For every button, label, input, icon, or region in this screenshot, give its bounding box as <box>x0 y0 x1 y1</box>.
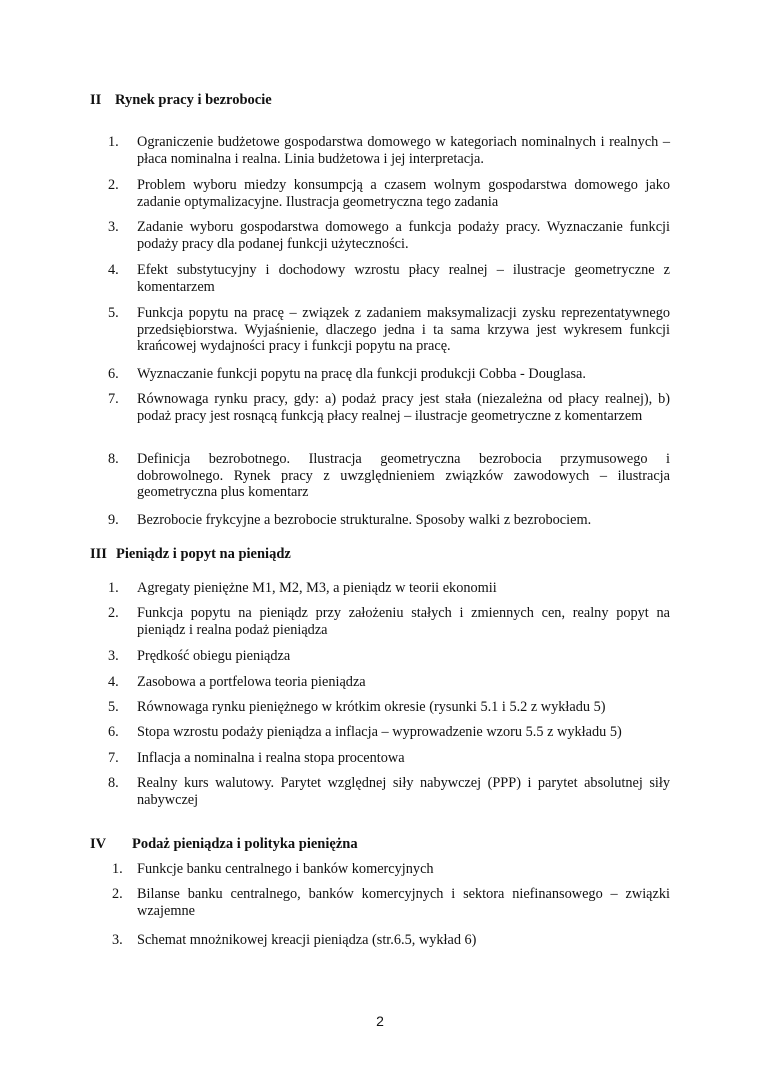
item-text: Prędkość obiegu pieniądza <box>137 648 291 664</box>
item-text: Efekt substytucyjny i dochodowy wzrostu płacy realnej – ilustracje geometryczne z komentarzem <box>137 262 670 295</box>
section-title: Pieniądz i popyt na pieniądz <box>116 546 291 562</box>
page-number: 2 <box>376 1013 384 1029</box>
item-text: Funkcja popytu na pracę – związek z zadaniem maksymalizacji zysku reprezentatywnego przedsiębiorstwa. Wyjaśnienie, dlaczego jedna i ta sama krzywa jest wykresem funkcji krańcowej wydajności pracy i funkcji popytu na pracę. <box>137 305 670 354</box>
list-item <box>108 724 670 741</box>
item-number: 7. <box>108 391 119 407</box>
section-title: Rynek pracy i bezrobocie <box>115 92 272 108</box>
item-text: Wyznaczanie funkcji popytu na pracę dla funkcji produkcji Cobba - Douglasa. <box>137 366 586 382</box>
section-heading-iv <box>90 836 358 853</box>
section-heading-iii <box>90 546 291 563</box>
item-number: 7. <box>108 750 119 766</box>
item-text: Agregaty pieniężne M1, M2, M3, a pieniądz w teorii ekonomii <box>137 580 497 596</box>
section-number: II <box>90 92 102 108</box>
list-item <box>108 366 670 383</box>
list-item <box>108 580 670 597</box>
item-text: Ograniczenie budżetowe gospodarstwa domowego w kategoriach nominalnych i realnych –płaca nominalna i realna. Linia budżetowa i jej interpretacja. <box>137 134 670 167</box>
item-number: 6. <box>108 724 119 740</box>
item-number: 4. <box>108 674 119 690</box>
item-number: 8. <box>108 775 119 791</box>
item-number: 4. <box>108 262 119 278</box>
item-text: Funkcja popytu na pieniądz przy założeniu stałych i zmiennych cen, realny popyt na pieniądz i realna podaż pieniądza <box>137 605 670 638</box>
item-number: 5. <box>108 305 119 321</box>
item-text: Realny kurs walutowy. Parytet względnej siły nabywczej (PPP) i parytet absolutnej siły nabywczej <box>137 775 670 808</box>
list-item <box>108 674 670 691</box>
list-item <box>108 451 670 501</box>
item-number: 3. <box>108 219 119 235</box>
list-item <box>108 775 670 808</box>
list-item <box>108 699 670 716</box>
item-text: Równowaga rynku pieniężnego w krótkim okresie (rysunki 5.1 i 5.2 z wykładu 5) <box>137 699 606 715</box>
item-number: 1. <box>108 580 119 596</box>
item-text: Inflacja a nominalna i realna stopa procentowa <box>137 750 405 766</box>
list-item <box>108 305 670 355</box>
section-number: IV <box>90 836 107 852</box>
item-number: 8. <box>108 451 119 467</box>
item-number: 1. <box>112 861 123 877</box>
item-number: 9. <box>108 512 119 528</box>
item-number: 2. <box>108 605 119 621</box>
list-item <box>108 648 670 665</box>
section-heading-ii <box>90 92 272 109</box>
item-text: Funkcje banku centralnego i banków komercyjnych <box>137 861 434 877</box>
item-number: 3. <box>112 932 123 948</box>
section-number: III <box>90 546 107 562</box>
list-item <box>108 219 670 252</box>
item-number: 2. <box>112 886 123 902</box>
item-number: 2. <box>108 177 119 193</box>
item-text: Definicja bezrobotnego. Ilustracja geometryczna bezrobocia przymusowego i dobrowolnego. Rynek pracy z uwzględnieniem związków zawodowych – ilustracja geometryczna plus komentarz <box>137 451 670 500</box>
item-number: 5. <box>108 699 119 715</box>
list-item <box>112 932 670 949</box>
item-text: Bezrobocie frykcyjne a bezrobocie strukturalne. Sposoby walki z bezrobociem. <box>137 512 592 528</box>
item-text: Schemat mnożnikowej kreacji pieniądza (str.6.5, wykład 6) <box>137 932 477 948</box>
item-number: 1. <box>108 134 119 150</box>
list-item <box>108 391 670 424</box>
item-text: Równowaga rynku pracy, gdy: a) podaż pracy jest stała (niezależna od płacy realnej), b) podaż pracy jest rosnącą funkcją płacy realnej – ilustracje geometryczne z komentarzem <box>137 391 670 424</box>
list-item <box>108 750 670 767</box>
list-item <box>112 861 670 878</box>
list-item <box>112 886 670 919</box>
item-text: Zadanie wyboru gospodarstwa domowego a funkcja podaży pracy. Wyznaczanie funkcji podaży pracy dla podanej funkcji użyteczności. <box>137 219 670 252</box>
item-text: Stopa wzrostu podaży pieniądza a inflacja – wyprowadzenie wzoru 5.5 z wykładu 5) <box>137 724 622 740</box>
item-text: Zasobowa a portfelowa teoria pieniądza <box>137 674 366 690</box>
item-number: 6. <box>108 366 119 382</box>
list-item <box>108 177 670 210</box>
list-item <box>108 134 670 167</box>
list-item <box>108 262 670 295</box>
list-item <box>108 605 670 638</box>
list-item <box>108 512 670 529</box>
item-number: 3. <box>108 648 119 664</box>
item-text: Bilanse banku centralnego, banków komercyjnych i sektora niefinansowego – związki wzajemne <box>137 886 670 919</box>
section-title: Podaż pieniądza i polityka pieniężna <box>132 836 358 852</box>
item-text: Problem wyboru miedzy konsumpcją a czasem wolnym gospodarstwa domowego jako zadanie optymalizacyjne. Ilustracja geometryczna tego zadania <box>137 177 670 210</box>
